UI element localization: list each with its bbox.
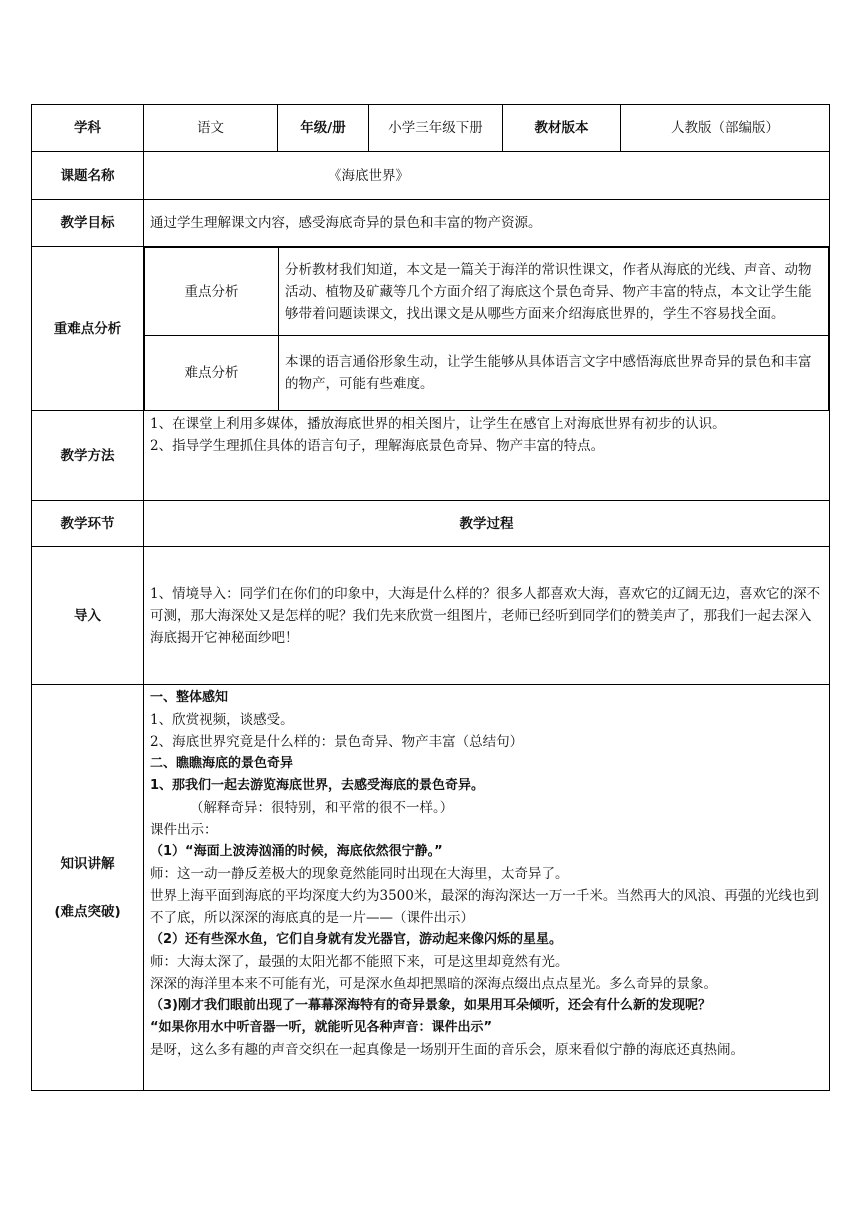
knowledge-bold-line: （3)刚才我们眼前出现了一幕幕深海特有的奇异景象，如果用耳朵倾听，还会有什么新的发现呢？ — [150, 998, 711, 1013]
lesson-title: 《海底世界》 — [144, 152, 830, 200]
intro-row — [32, 547, 830, 685]
knowledge-label-main: 知识讲解 — [60, 855, 115, 872]
stage-row — [32, 501, 830, 547]
goal-text: 通过学生理解课文内容，感受海底奇异的景色和丰富的物产资源。 — [144, 200, 830, 247]
knowledge-line: 1、欣赏视频，谈感受。 — [150, 712, 294, 728]
analysis-inner-table — [144, 247, 829, 410]
method-label: 教学方法 — [32, 411, 144, 501]
section-heading: 一、整体感知 — [150, 690, 229, 705]
key-analysis-label: 重点分析 — [145, 248, 279, 336]
key-analysis-text: 分析教材我们知道，本文是一篇关于海洋的常识性课文，作者从海底的光线、声音、动物活动、植物及矿藏等几个方面介绍了海底这个景色奇异、物产丰富的特点，本文让学生能够带着问题读课文，找出课文是从哪些方面来介绍海底世界的，学生不容易找全面。 — [279, 248, 829, 336]
analysis-row — [32, 247, 830, 411]
edition-value: 人教版（部编版） — [621, 105, 830, 152]
knowledge-line: 师：大海太深了，最强的太阳光都不能照下来，可是这里却竟然有光。 — [150, 954, 569, 970]
method-content — [144, 411, 830, 501]
goal-label: 教学目标 — [32, 200, 144, 247]
knowledge-bold-line: 1、那我们一起去游览海底世界，去感受海底的景色奇异。 — [150, 778, 485, 793]
lesson-row — [32, 152, 830, 200]
knowledge-row — [32, 685, 830, 1091]
method-row — [32, 411, 830, 501]
knowledge-line: 世界上海平面到海底的平均深度大约为3500米，最深的海沟深达一万一千米。当然再大的风浪、再强的光线也到不了底，所以深深的海底真的是一片——（课件出示） — [150, 888, 819, 926]
difficulty-analysis-label: 难点分析 — [145, 336, 279, 410]
difficulty-analysis-text: 本课的语言通俗形象生动，让学生能够从具体语言文字中感悟海底世界奇异的景色和丰富的物产，可能有些难度。 — [279, 336, 829, 410]
intro-label: 导入 — [32, 547, 144, 685]
knowledge-bold-line: （2）还有些深水鱼，它们自身就有发光器官，游动起来像闪烁的星星。 — [150, 932, 563, 947]
method-line: 1、在课堂上利用多媒体，播放海底世界的相关图片，让学生在感官上对海底世界有初步的认识。 — [150, 416, 726, 432]
process-heading: 教学过程 — [144, 501, 830, 547]
knowledge-line: （解释奇异：很特别，和平常的很不一样。） — [190, 800, 454, 816]
section-heading: 二、瞧瞧海底的景色奇异 — [150, 756, 294, 771]
header-row — [32, 105, 830, 152]
lesson-plan-table — [31, 104, 830, 1091]
knowledge-bold-line: （1）“海面上波涛汹涌的时候，海底依然很宁静。” — [150, 844, 443, 859]
lesson-label: 课题名称 — [32, 152, 144, 200]
knowledge-line: 2、海底世界究竟是什么样的：景色奇异、物产丰富（总结句） — [150, 734, 524, 750]
knowledge-content — [144, 685, 830, 1091]
knowledge-label-sub: (难点突破) — [54, 903, 121, 920]
grade-label: 年级/册 — [278, 105, 369, 152]
knowledge-label — [32, 685, 144, 1091]
subject-label: 学科 — [32, 105, 144, 152]
knowledge-bold-line: “如果你用水中听音器一听，就能听见各种声音：课件出示” — [150, 1020, 493, 1035]
method-line: 2、指导学生理抓住具体的语言句子，理解海底景色奇异、物产丰富的特点。 — [150, 438, 605, 454]
stage-label: 教学环节 — [32, 501, 144, 547]
grade-value: 小学三年级下册 — [369, 105, 503, 152]
knowledge-line: 深深的海洋里本来不可能有光，可是深水鱼却把黑暗的深海点缀出点点星光。多么奇异的景象。 — [150, 976, 717, 992]
subject-value: 语文 — [144, 105, 278, 152]
analysis-label: 重难点分析 — [32, 247, 144, 411]
knowledge-line: 是呀，这么多有趣的声音交织在一起真像是一场别开生面的音乐会，原来看似宁静的海底还真热闹。 — [150, 1042, 744, 1058]
goal-row — [32, 200, 830, 247]
intro-text: 1、情境导入：同学们在你们的印象中，大海是什么样的？很多人都喜欢大海，喜欢它的辽阔无边，喜欢它的深不可测，那大海深处又是怎样的呢？我们先来欣赏一组图片，老师已经听到同学们的赞美声了，那我们一起去深入海底揭开它神秘面纱吧！ — [144, 547, 830, 685]
knowledge-line: 课件出示： — [150, 822, 218, 838]
knowledge-line: 师：这一动一静反差极大的现象竟然能同时出现在大海里，太奇异了。 — [150, 866, 569, 882]
edition-label: 教材版本 — [503, 105, 621, 152]
